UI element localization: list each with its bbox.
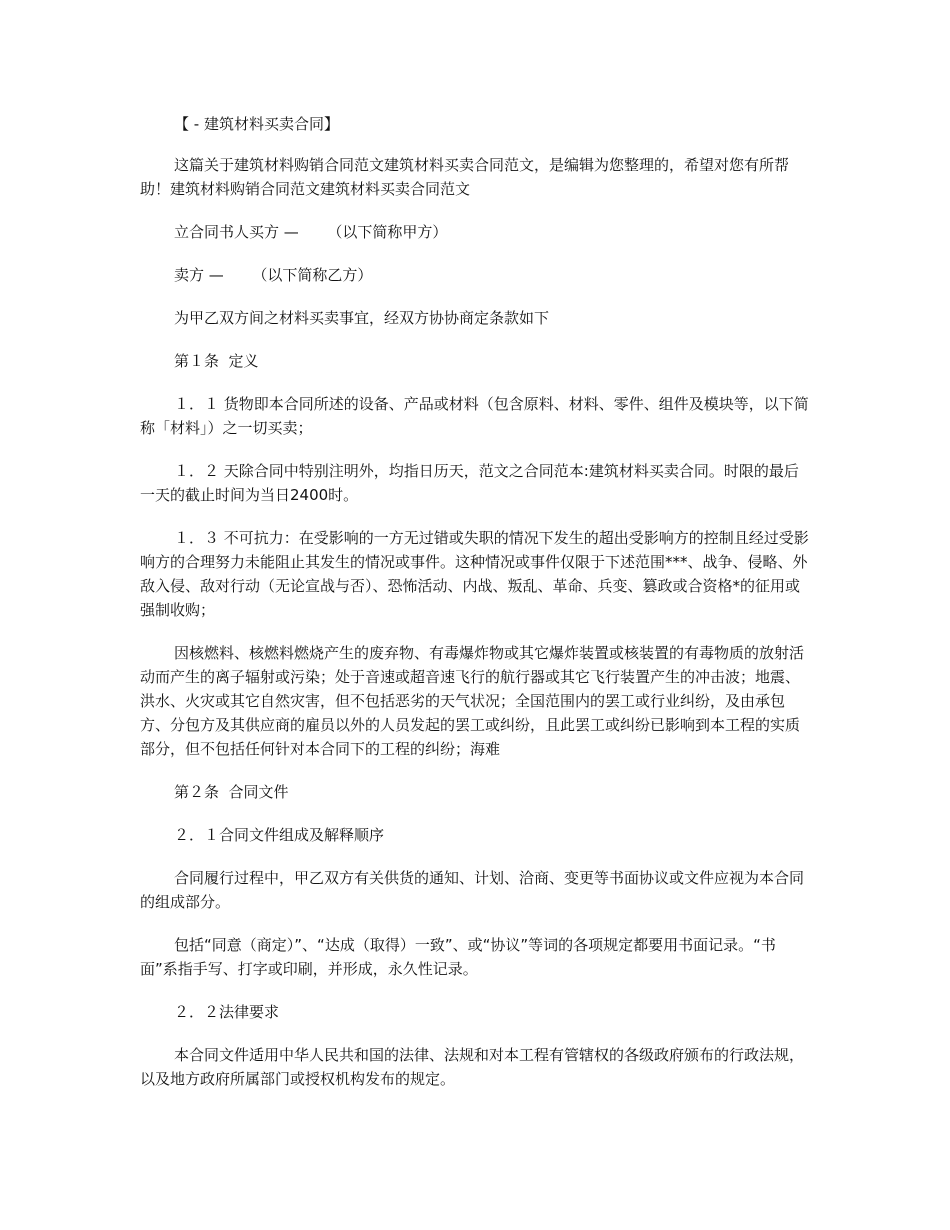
written-record-paragraph: 包括“同意（商定）”、“达成（取得）一致”、或“协议”等词的各项规定都要用书面记录。“书面”系指手写、打字或印刷，并形成，永久性记录。 bbox=[140, 936, 776, 978]
applicable-law-paragraph: 本合同文件适用中华人民共和国的法律、法规和对本工程有管辖权的各级政府颁布的行政法规，以及地方政府所属部门或授权机构发布的规定。 bbox=[140, 1046, 805, 1088]
clause-1-2: １．２ 天除合同中特别注明外，均指日历天，范文之合同范本:建筑材料买卖合同。时限的最后一天的截止时间为当日2400时。 bbox=[140, 462, 799, 504]
article-2-heading: 第２条 合同文件 bbox=[174, 783, 289, 801]
document-title: 【 - 建筑材料买卖合同】 bbox=[174, 115, 339, 133]
force-majeure-paragraph: 因核燃料、核燃料燃烧产生的废弃物、有毒爆炸物或其它爆炸装置或核装置的有毒物质的放射活动而产生的离子辐射或污染；处于音速或超音速飞行的航行器或其它飞行装置产生的冲击波；地震、洪水、火灾或其它自然灾害，但不包括恶劣的天气状况；全国范围内的罢工或行业纠纷，及由承包方、分包方及其供应商的雇员以外的人员发起的罢工或纠纷，且此罢工或纠纷已影响到本工程的实质部分，但不包括任何针对本合同下的工程的纠纷；海难 bbox=[140, 644, 805, 758]
buyer-line: 立合同书人买方 — （以下简称甲方） bbox=[174, 223, 448, 241]
intro-paragraph: 这篇关于建筑材料购销合同范文建筑材料买卖合同范文，是编辑为您整理的，希望对您有所帮助！建筑材料购销合同范文建筑材料买卖合同范文 bbox=[140, 156, 790, 198]
clause-1-1: １．１ 货物即本合同所述的设备、产品或材料（包含原料、材料、零件、组件及模块等，以下简称「材料」）之一切买卖； bbox=[140, 395, 809, 437]
clause-1-3: １．３ 不可抗力：在受影响的一方无过错或失职的情况下发生的超出受影响方的控制且经过受影响方的合理努力未能阻止其发生的情况或事件。这种情况或事件仅限于下述范围***、战争、侵略、外敌入侵、敌对行动（无论宣战与否）、恐怖活动、内战、叛乱、革命、兵变、篡政或合资格*的征用或强制收购； bbox=[140, 529, 809, 619]
article-1-heading: 第１条 定义 bbox=[174, 352, 259, 370]
contract-documents-paragraph: 合同履行过程中，甲乙双方有关供货的通知、计划、洽商、变更等书面协议或文件应视为本合同的组成部分。 bbox=[140, 869, 805, 911]
document-page bbox=[140, 112, 812, 1110]
seller-line: 卖方 — （以下简称乙方） bbox=[174, 266, 373, 284]
preamble-paragraph: 为甲乙双方间之材料买卖事宜，经双方协协商定条款如下 bbox=[174, 309, 550, 327]
clause-2-2-heading: ２．２法律要求 bbox=[174, 1003, 280, 1021]
clause-2-1-heading: ２．１合同文件组成及解释顺序 bbox=[174, 826, 385, 844]
